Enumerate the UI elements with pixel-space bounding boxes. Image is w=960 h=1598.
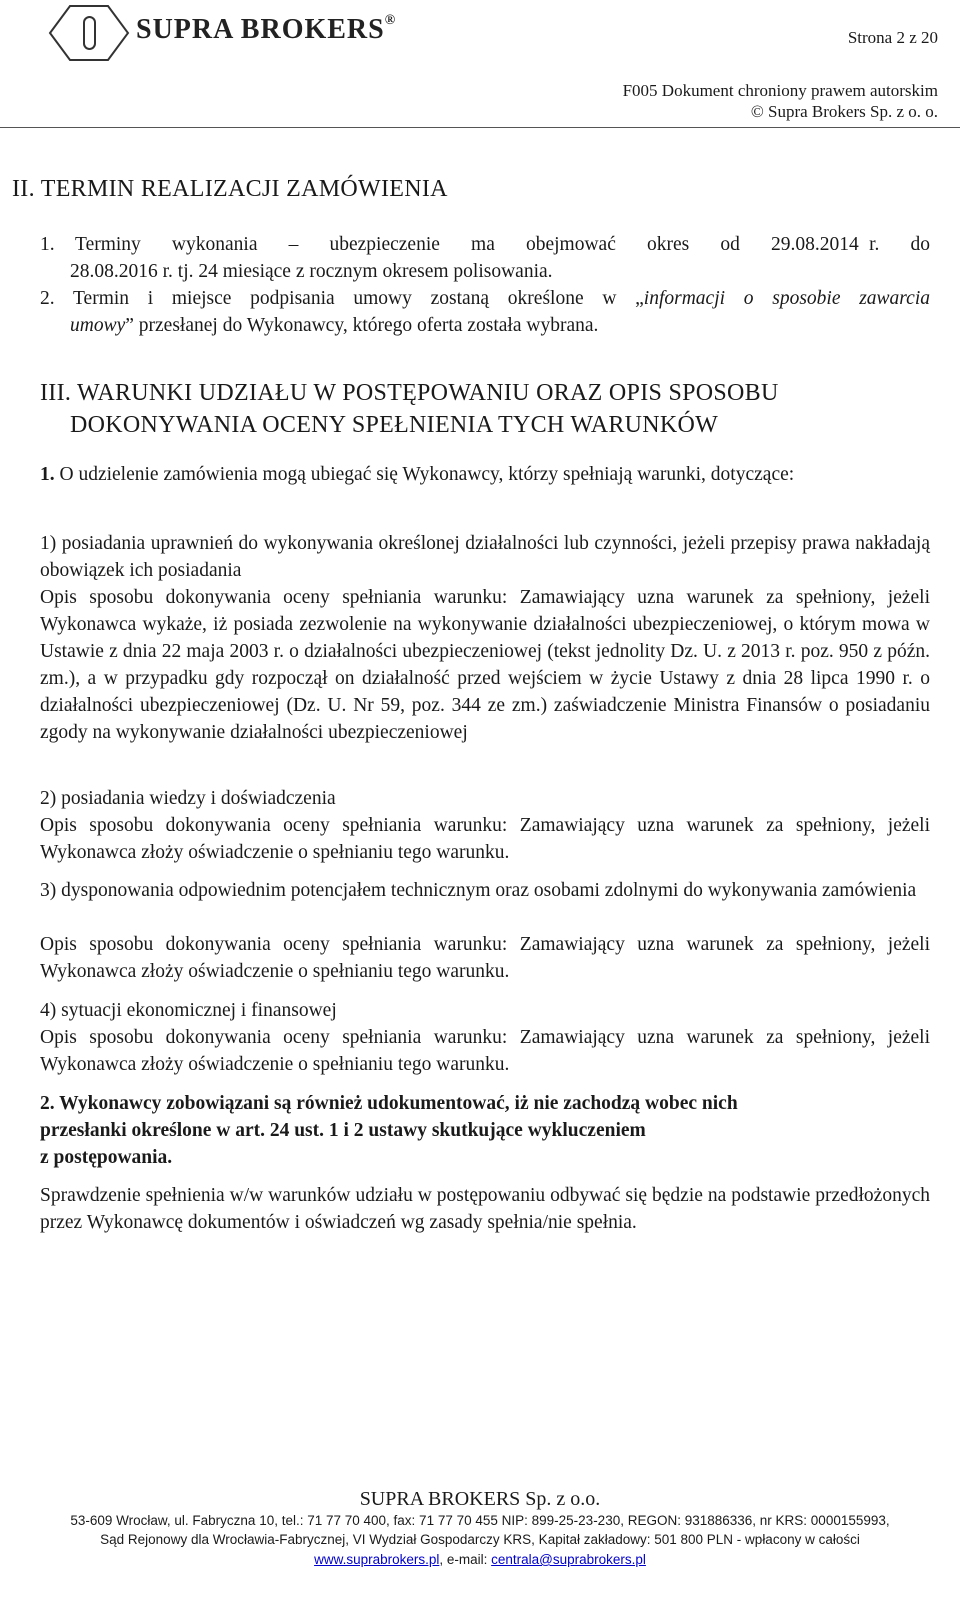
page-number: Strona 2 z 20 <box>847 28 938 47</box>
website-link[interactable]: www.suprabrokers.pl <box>314 1552 440 1567</box>
document-notice <box>623 80 938 122</box>
condition-4-description: Opis sposobu dokonywania oceny spełniania warunku: Zamawiający uzna warunek za spełniony, jeżeli Wykonawca złoży oświadczenie o spełnianiu tego warunku. <box>40 1027 930 1075</box>
condition-2-description: Opis sposobu dokonywania oceny spełniania warunku: Zamawiający uzna warunek za spełniony, jeżeli Wykonawca złoży oświadczenie o spełnianiu tego warunku. <box>40 815 930 863</box>
section2-item1-line1: 1. Terminy wykonania – ubezpieczenie ma obejmować okres od 29.08.2014 r. do <box>40 234 930 255</box>
section3-exclusion-paragraph: 2. Wykonawcy zobowiązani są również udokumentować, iż nie zachodzą wobec nich przesłanki określone w art. 24 ust. 1 i 2 ustawy skutkujące wykluczeniem z postępowania. <box>40 1093 738 1168</box>
section2-item1-line2: 28.08.2016 r. tj. 24 miesiące z rocznym okresem polisowania. <box>70 261 553 282</box>
section-heading-ii: II. TERMIN REALIZACJI ZAMÓWIENIA <box>12 176 448 202</box>
doc-id-line: F005 Dokument chroniony prawem autorskim <box>622 81 938 100</box>
condition-1: 1) posiadania uprawnień do wykonywania określonej działalności lub czynności, jeżeli przepisy prawa nakładają obowiązek ich posiadania <box>40 533 930 581</box>
closing-paragraph: Sprawdzenie spełnienia w/w warunków udziału w postępowaniu odbywać się będzie na podstawie przedłożonych przez Wykonawcę dokumentów i oświadczeń wg zasady spełnia/nie spełnia. <box>40 1185 930 1233</box>
condition-3-description: Opis sposobu dokonywania oceny spełniania warunku: Zamawiający uzna warunek za spełniony, jeżeli Wykonawca złoży oświadczenie o spełnianiu tego warunku. <box>40 934 930 982</box>
footer-contact-line: www.suprabrokers.pl, e-mail: centrala@suprabrokers.pl <box>314 1552 646 1567</box>
condition-4: 4) sytuacji ekonomicznej i finansowej <box>40 1000 337 1021</box>
footer-registry-line: Sąd Rejonowy dla Wrocławia-Fabrycznej, VI Wydział Gospodarczy KRS, Kapitał zakładowy: 501 800 PLN - wpłacony w całości <box>100 1532 860 1547</box>
section2-item2: 2. Termin i miejsce podpisania umowy zostaną określone w „informacji o sposobie zawarcia umowy” przesłanej do Wykonawcy, którego oferta została wybrana. <box>40 288 930 336</box>
section-heading-iii: III. WARUNKI UDZIAŁU W POSTĘPOWANIU ORAZ OPIS SPOSOBU DOKONYWANIA OCENY SPEŁNIENIA TYCH WARUNKÓW <box>40 380 779 438</box>
condition-1-description: Opis sposobu dokonywania oceny spełniania warunku: Zamawiający uzna warunek za spełniony, jeżeli Wykonawca wykaże, iż posiada zezwolenie na wykonywanie działalności ubezpieczeniowej, o którym mowa w Ustawie z dnia 22 maja 2003 r. o działalności ubezpieczeniowej (tekst jednolity Dz. U. z 2013 r. poz. 950 z późn. zm.), a w przypadku gdy rozpoczął on działalność przed wejściem w życie Ustawy z dnia 28 lipca 1990 r. o działalności ubezpieczeniowej (Dz. U. Nr 59, poz. 344 ze zm.) zaświadczenie Ministra Finansów o posiadaniu zgody na wykonywanie działalności ubezpieczeniowej <box>40 587 930 743</box>
brand-name: SUPRA BROKERS® <box>136 12 397 45</box>
footer-address-line: 53-609 Wrocław, ul. Fabryczna 10, tel.: 71 77 70 400, fax: 71 77 70 455 NIP: 899-25-23-230, REGON: 931886336, nr KRS: 0000155993, <box>70 1513 890 1528</box>
footer-company-name: SUPRA BROKERS Sp. z o.o. <box>359 1488 601 1510</box>
condition-2: 2) posiadania wiedzy i doświadczenia <box>40 788 336 809</box>
condition-3: 3) dysponowania odpowiednim potencjałem technicznym oraz osobami zdolnymi do wykonywania zamówienia <box>40 880 917 901</box>
email-link[interactable]: centrala@suprabrokers.pl <box>491 1552 646 1567</box>
section3-intro: 1. O udzielenie zamówienia mogą ubiegać się Wykonawcy, którzy spełniają warunki, dotyczące: <box>40 464 795 485</box>
copyright-line: © Supra Brokers Sp. z o. o. <box>750 102 938 121</box>
header-divider <box>0 127 960 128</box>
